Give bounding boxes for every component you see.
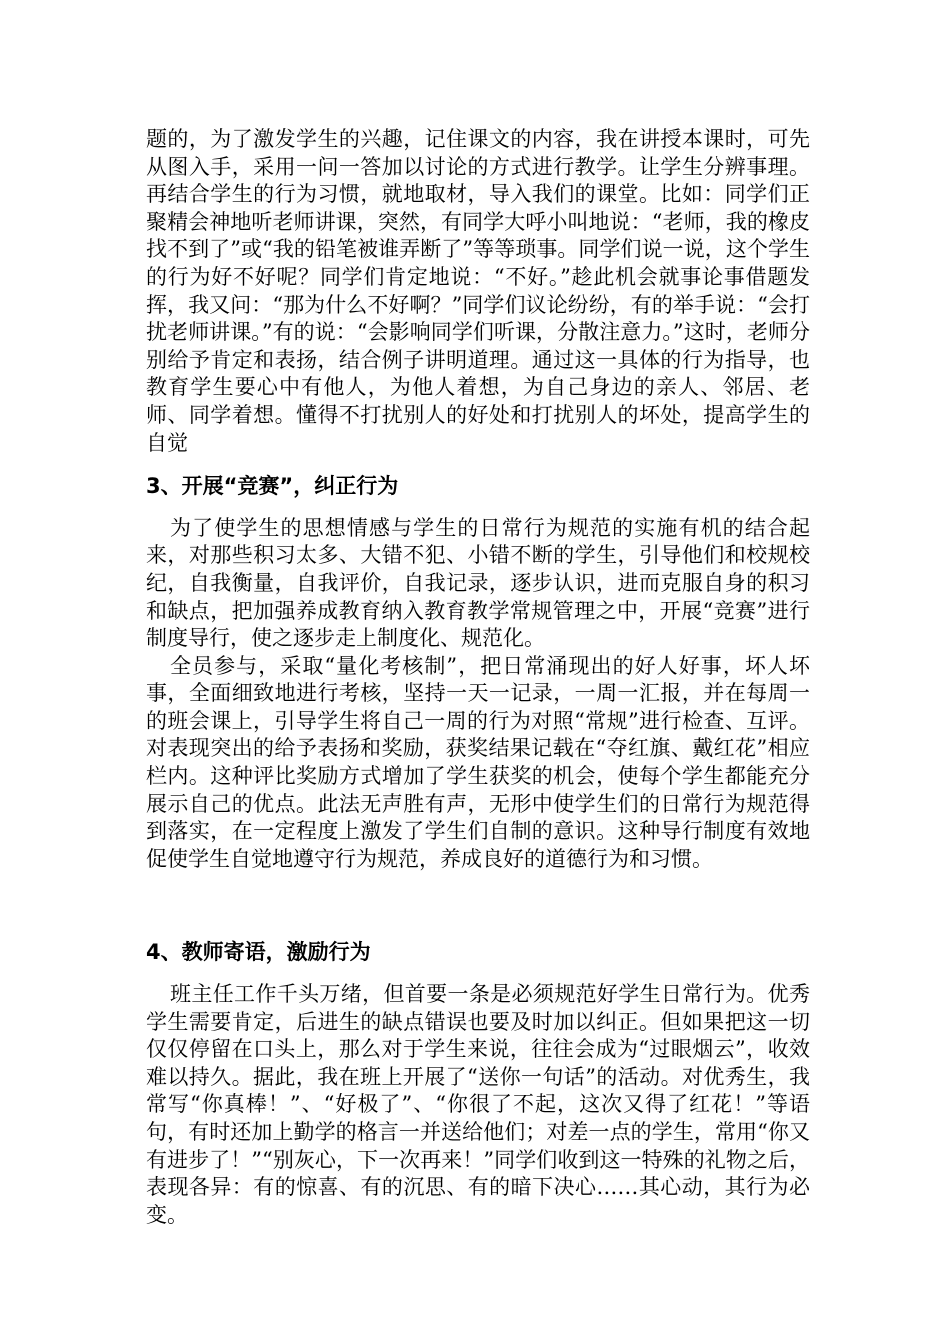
paragraph-competition-intro: 为了使学生的思想情感与学生的日常行为规范的实施有机的结合起来，对那些积习太多、大错不犯、小错不断的学生，引导他们和校规校纪，自我衡量，自我评价，自我记录，逐步认识，进而克服自身的积习和缺点，把加强养成教育纳入教育教学常规管理之中，开展“竞赛”进行制度导行，使之逐步走上制度化、规范化。	[146, 515, 810, 651]
section-heading-4: 4、教师寄语，激励行为	[146, 940, 371, 965]
paragraph-continued: 题的，为了激发学生的兴趣，记住课文的内容，我在讲授本课时，可先从图入手，采用一问一答加以讨论的方式进行教学。让学生分辨事理。再结合学生的行为习惯，就地取材，导入我们的课堂。比如：同学们正聚精会神地听老师讲课，突然，有同学大呼小叫地说：“老师，我的橡皮找不到了”或“我的铅笔被谁弄断了”等等琐事。同学们说一说，这个学生的行为好不好呢？同学们肯定地说：“不好。”趁此机会就事论事借题发挥，我又问：“那为什么不好啊？”同学们议论纷纷，有的举手说：“会打扰老师讲课。”有的说：“会影响同学们听课，分散注意力。”这时，老师分别给予肯定和表扬，结合例子讲明道理。通过这一具体的行为指导，也教育学生要心中有他人，为他人着想，为自己身边的亲人、邻居、老师、同学着想。懂得不打扰别人的好处和打扰别人的坏处，提高学生的自觉	[146, 127, 810, 455]
section-heading-3: 3、开展“竞赛”，纠正行为	[146, 474, 399, 499]
paragraph-teacher-message: 班主任工作千头万绪，但首要一条是必须规范好学生日常行为。优秀学生需要肯定，后进生的缺点错误也要及时加以纠正。但如果把这一切仅仅停留在口头上，那么对于学生来说，往往会成为“过眼烟云”，收效难以持久。据此，我在班上开展了“送你一句话”的活动。对优秀生，我常写“你真棒！”、“好极了”、“你很了不起，这次又得了红花！”等语句，有时还加上勤学的格言一并送给他们；对差一点的学生，常用“你又有进步了！”“别灰心，下一次再来！”同学们收到这一特殊的礼物之后，表现各异：有的惊喜、有的沉思、有的暗下决心……其心动，其行为必变。	[146, 982, 810, 1227]
document-page	[146, 126, 810, 1229]
paragraph-quantified-assessment: 全员参与，采取“量化考核制”，把日常涌现出的好人好事，坏人坏事，全面细致地进行考核，坚持一天一记录，一周一汇报，并在每周一的班会课上，引导学生将自己一周的行为对照“常规”进行检查、互评。对表现突出的给予表扬和奖励，获奖结果记载在“夺红旗、戴红花”相应栏内。这种评比奖励方式增加了学生获奖的机会，使每个学生都能充分展示自己的优点。此法无声胜有声，无形中使学生们的日常行为规范得到落实，在一定程度上激发了学生们自制的意识。这种导行制度有效地促使学生自觉地遵守行为规范，养成良好的道德行为和习惯。	[146, 653, 810, 871]
